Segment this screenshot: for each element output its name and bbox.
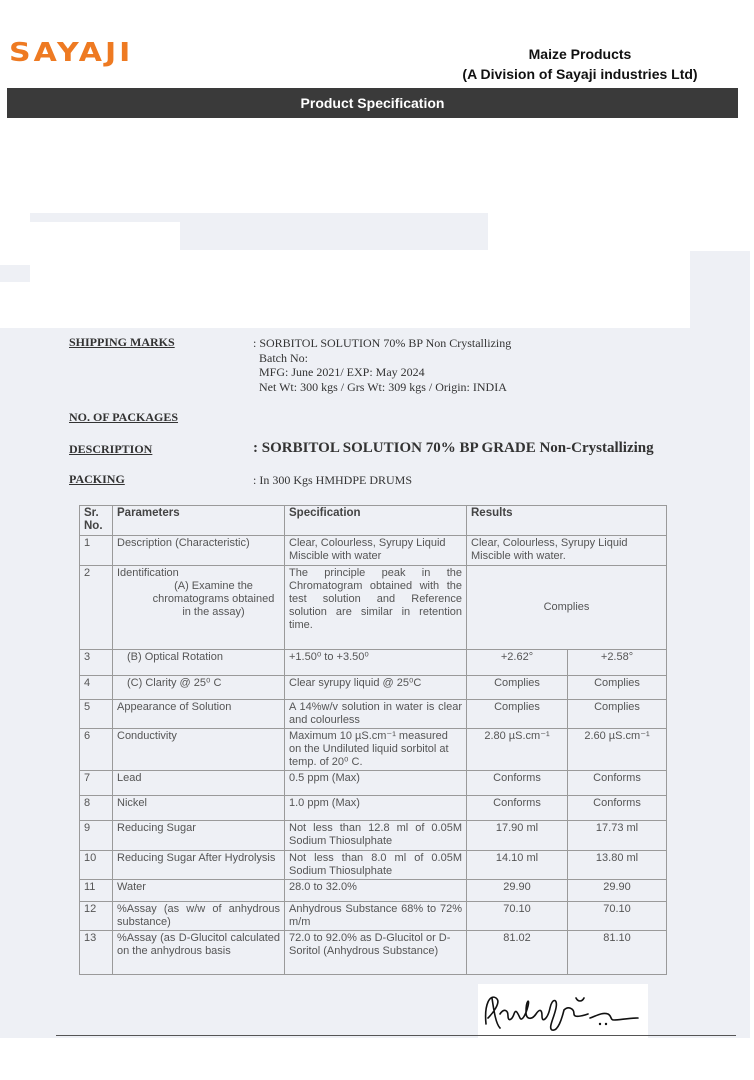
- signature-area: [478, 984, 648, 1040]
- parameter-line: Identification: [117, 567, 179, 579]
- table-row: [80, 821, 667, 851]
- header-specification: Specification: [285, 506, 467, 536]
- cell-result-2: 70.10: [568, 902, 667, 931]
- shipping-line-1: : SORBITOL SOLUTION 70% BP Non Crystallizing: [253, 336, 512, 350]
- cell-sr: 9: [80, 821, 113, 851]
- cell-result-1: 2.80 µS.cm⁻¹: [467, 729, 568, 771]
- cell-sr: 6: [80, 729, 113, 771]
- cell-parameter: Description (Characteristic): [113, 536, 285, 566]
- table-row: [80, 676, 667, 700]
- shipping-line-2: Batch No:: [259, 350, 308, 365]
- shipping-line-4: Net Wt: 300 kgs / Grs Wt: 309 kgs / Origin: INDIA: [259, 379, 507, 394]
- cell-specification: Clear, Colourless, Syrupy Liquid Miscible with water: [285, 536, 467, 566]
- cell-sr: 7: [80, 771, 113, 796]
- table-row: [80, 880, 667, 902]
- cell-specification: Not less than 8.0 ml of 0.05M Sodium Thiosulphate: [285, 851, 467, 880]
- sayaji-logo: SAYAJI: [9, 38, 134, 68]
- cell-parameter: Conductivity: [113, 729, 285, 771]
- table-row: [80, 566, 667, 650]
- cell-result-2: 2.60 µS.cm⁻¹: [568, 729, 667, 771]
- cell-sr: 5: [80, 700, 113, 729]
- shipping-marks-label: SHIPPING MARKS: [69, 335, 175, 349]
- cell-parameter: %Assay (as D-Glucitol calculated on the anhydrous basis: [113, 931, 285, 975]
- table-row: [80, 771, 667, 796]
- redaction-patch: [0, 213, 30, 265]
- cell-result-2: 29.90: [568, 880, 667, 902]
- packing-label: PACKING: [69, 472, 125, 486]
- cell-parameter: %Assay (as w/w of anhydrous substance): [113, 902, 285, 931]
- cell-parameter: Nickel: [113, 796, 285, 821]
- cell-result-2: Conforms: [568, 771, 667, 796]
- redaction-patch: [180, 250, 690, 290]
- cell-specification: 72.0 to 92.0% as D-Glucitol or D-Soritol (Anhydrous Substance): [285, 931, 467, 975]
- company-name: [440, 44, 720, 84]
- header-results: Results: [467, 506, 667, 536]
- description-value: : SORBITOL SOLUTION 70% BP GRADE Non-Crystallizing: [253, 440, 654, 456]
- cell-parameter: Reducing Sugar After Hydrolysis: [113, 851, 285, 880]
- cell-result-1: Conforms: [467, 771, 568, 796]
- cell-specification: +1.50⁰ to +3.50⁰: [285, 650, 467, 676]
- table-row: [80, 700, 667, 729]
- shipping-line-3: MFG: June 2021/ EXP: May 2024: [259, 365, 425, 379]
- parameter-subline: (A) Examine the chromatograms obtained in the assay): [152, 580, 275, 618]
- table-row: [80, 650, 667, 676]
- page-title: Product Specification: [7, 88, 738, 118]
- cell-result-2: Complies: [568, 676, 667, 700]
- cell-result-1: 29.90: [467, 880, 568, 902]
- table-row: [80, 729, 667, 771]
- table-row: [80, 931, 667, 975]
- cell-sr: 2: [80, 566, 113, 650]
- company-line-1: Maize Products: [528, 46, 632, 62]
- cell-specification: The principle peak in the Chromatogram obtained with the test solution and Reference solution are similar in retention time.: [285, 566, 467, 650]
- cell-sr: 12: [80, 902, 113, 931]
- cell-result-2: 81.10: [568, 931, 667, 975]
- cell-result-1: Complies: [467, 676, 568, 700]
- cell-parameter: Water: [113, 880, 285, 902]
- description-label: DESCRIPTION: [69, 442, 153, 456]
- cell-parameter: Appearance of Solution: [113, 700, 285, 729]
- table-row: [80, 851, 667, 880]
- cell-result-2: Complies: [568, 700, 667, 729]
- cell-specification: A 14%w/v solution in water is clear and colourless: [285, 700, 467, 729]
- header-parameters: Parameters: [113, 506, 285, 536]
- cell-result-2: +2.58°: [568, 650, 667, 676]
- cell-result-2: 13.80 ml: [568, 851, 667, 880]
- cell-result-1: 17.90 ml: [467, 821, 568, 851]
- cell-sr: 13: [80, 931, 113, 975]
- cell-result-1: Complies: [467, 700, 568, 729]
- cell-sr: 10: [80, 851, 113, 880]
- cell-sr: 3: [80, 650, 113, 676]
- table-header-row: [80, 506, 667, 536]
- signature-icon: [478, 984, 648, 1040]
- table-row: [80, 536, 667, 566]
- cell-specification: Not less than 12.8 ml of 0.05M Sodium Thiosulphate: [285, 821, 467, 851]
- cell-sr: 1: [80, 536, 113, 566]
- cell-sr: 11: [80, 880, 113, 902]
- cell-parameter: (C) Clarity @ 25⁰ C: [113, 676, 285, 700]
- cell-specification: Anhydrous Substance 68% to 72% m/m: [285, 902, 467, 931]
- cell-result-2: 17.73 ml: [568, 821, 667, 851]
- redaction-patch: [30, 222, 180, 282]
- cell-result-2: Conforms: [568, 796, 667, 821]
- cell-specification: 28.0 to 32.0%: [285, 880, 467, 902]
- company-line-2: (A Division of Sayaji industries Ltd): [462, 66, 698, 82]
- cell-result-1: +2.62°: [467, 650, 568, 676]
- cell-parameter: Lead: [113, 771, 285, 796]
- cell-specification: Maximum 10 µS.cm⁻¹ measured on the Undiluted liquid sorbitol at temp. of 20⁰ C.: [285, 729, 467, 771]
- cell-sr: 4: [80, 676, 113, 700]
- cell-result: Clear, Colourless, Syrupy Liquid Miscible with water.: [467, 536, 667, 566]
- cell-specification: Clear syrupy liquid @ 25⁰C: [285, 676, 467, 700]
- cell-sr: 8: [80, 796, 113, 821]
- cell-result-1: 81.02: [467, 931, 568, 975]
- packing-value: : In 300 Kgs HMHDPE DRUMS: [253, 473, 413, 487]
- table-row: [80, 796, 667, 821]
- cell-result: Complies: [467, 566, 667, 650]
- cell-specification: 0.5 ppm (Max): [285, 771, 467, 796]
- cell-result-1: 14.10 ml: [467, 851, 568, 880]
- cell-parameter: (B) Optical Rotation: [113, 650, 285, 676]
- packages-label: NO. OF PACKAGES: [69, 410, 179, 424]
- table-row: [80, 902, 667, 931]
- shipping-marks-value: [253, 336, 511, 394]
- cell-specification: 1.0 ppm (Max): [285, 796, 467, 821]
- redaction-patch: [488, 213, 750, 251]
- cell-result-1: Conforms: [467, 796, 568, 821]
- cell-parameter: [113, 566, 285, 650]
- cell-result-1: 70.10: [467, 902, 568, 931]
- specification-table: [79, 505, 667, 975]
- header-sr: Sr. No.: [80, 506, 113, 536]
- footer-rule: [56, 1035, 736, 1036]
- cell-parameter: Reducing Sugar: [113, 821, 285, 851]
